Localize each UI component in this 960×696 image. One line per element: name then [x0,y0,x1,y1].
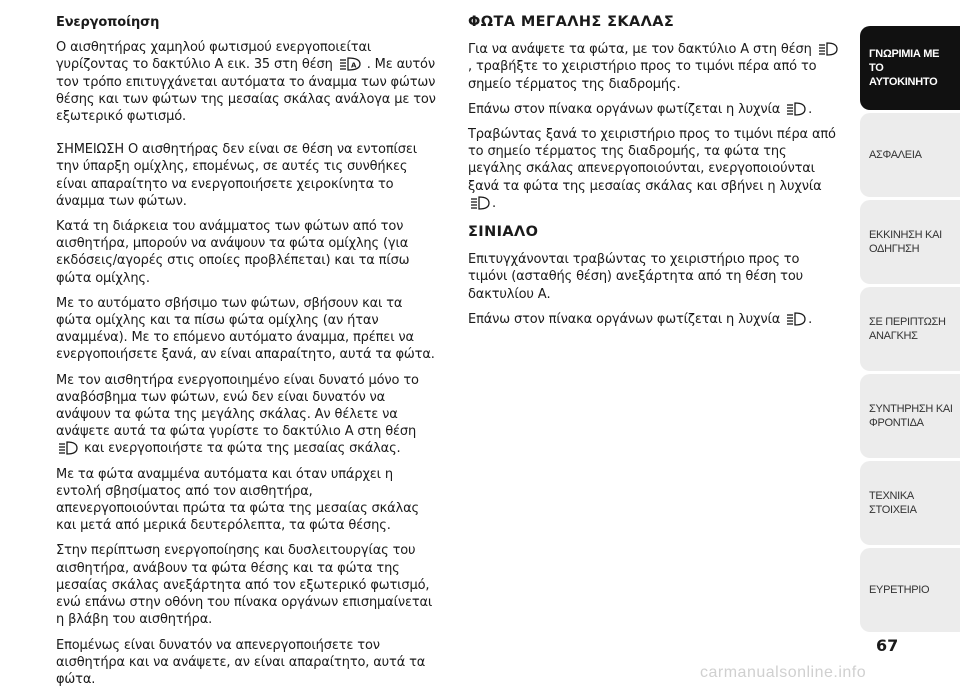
paragraph-flash [56,372,436,458]
headlight-beam-icon [786,102,806,116]
tab-label: ΕΚΚΙΝΗΣΗ ΚΑΙ ΟΔΗΓΗΣΗ [869,229,942,255]
tab-emergency[interactable] [860,287,960,371]
paragraph-auto-off: Με το αυτόματο σβήσιμο των φώτων, σβήσουν και τα φώτα ομίχλης και τα πίσω φώτα ομίχλης (αν ήταν αναμμένα). Με το επόμενο αυτόματο άναμμα, πρέπει να ενεργοποιήσετε ξανά, αν είναι απαραίτητο, αυτά τα φώτα. [56,295,435,363]
paragraph-signal: Επιτυγχάνονται τραβώντας το χειριστήριο προς το τιμόνι (ασταθής θέση) ανεξάρτητα από τη θέση του δακτυλίου Α. [468,252,804,302]
signal-heading: ΣΙΝΙΑΛΟ [468,224,539,241]
headlight-beam-icon [786,312,806,326]
text-segment: και ενεργοποιήστε τα φώτα της μεσαίας σκάλας. [83,441,401,457]
watermark: carmanualsonline.info [700,664,867,681]
paragraph-high-beam-on [468,41,840,93]
left-column [56,14,436,696]
high-beam-heading: ΦΩΤΑ ΜΕΓΑΛΗΣ ΣΚΑΛΑΣ [468,14,675,30]
tab-label: ΣΥΝΤΗΡΗΣΗ ΚΑΙ ΦΡΟΝΤΙΔΑ [869,403,953,429]
paragraph-note: ΣΗΜΕΙΩΣΗ Ο αισθητήρας δεν είναι σε θέση να εντοπίσει την ύπαρξη ομίχλης, επομένως, σε αυτές τις συνθήκες είναι απαραίτητο να ενεργοποιήσετε χειροκίνητα το άναμμα των φώτων. [56,142,417,209]
tab-starting-driving[interactable] [860,200,960,284]
paragraph-warning-lamp [468,101,840,118]
text-segment: . Με αυτόν τον τρόπο επιτυγχάνεται αυτόματα το άναμμα των φώτων θέσης και των φώτων της μεσαίας σκάλας ανάλογα με τον εξωτερικό φωτισμό. [56,57,436,125]
text-segment: , τραβήξτε το χειριστήριο προς το τιμόνι πέρα από το σημείο τέρματος της διαδρομής. [468,59,817,92]
text-segment: Επάνω στον πίνακα οργάνων φωτίζεται η λυχνία [468,101,781,117]
right-column [468,14,840,336]
tab-technical-data[interactable] [860,461,960,545]
text-segment: Με τον αισθητήρα ενεργοποιημένο είναι δυνατό μόνο το αναβόσβημα των φώτων, ενώ δεν είναι δυνατόν να ανάψουν τα φώτα της μεγάλης σκάλας. Αν θέλετε να ανάψετε αυτά τα φώτα γυρίστε το δακτύλιο Α στη θέση [56,372,419,440]
tab-maintenance[interactable] [860,374,960,458]
paragraph-malfunction: Στην περίπτωση ενεργοποίησης και δυσλειτουργίας του αισθητήρα, ανάβουν τα φώτα θέσης και τα φώτα της μεσαίας σκάλας ανεξάρτητα από τον εξωτερικό φωτισμό, ενώ επάνω στην οθόνη του πίνακα οργάνων επισημαίνεται η βλάβη του αισθητήρα. [56,543,433,628]
text-segment: Επάνω στον πίνακα οργάνων φωτίζεται η λυχνία [468,311,781,327]
headlight-beam-icon [470,196,490,210]
text-segment: . [808,311,813,327]
paragraph-deactivate: Επομένως είναι δυνατόν να απενεργοποιήσετε τον αισθητήρα και να ανάψετε, αν είναι απαραίτητο, αυτά τα φώτα. [56,637,426,687]
tab-label: ΣΕ ΠΕΡΙΠΤΩΣΗ ΑΝΑΓΚΗΣ [869,316,946,342]
headlight-beam-icon [818,42,838,56]
tab-label: ΕΥΡΕΤΗΡΙΟ [869,584,930,596]
text-segment: . [808,101,813,117]
text-segment: Τραβώντας ξανά το χειριστήριο προς το τιμόνι πέρα από το σημείο τέρματος της διαδρομής, τα φώτα της μεγάλης σκάλας απενεργοποιούνται, ενεργοποιούνται ξανά τα φώτα της μεσαίας σκάλας και σβήνει η λυχνία [468,127,836,194]
tab-safety[interactable] [860,113,960,197]
auto-headlight-icon [339,57,361,71]
tab-label: ΤΕΧΝΙΚΑ ΣΤΟΙΧΕΙΑ [869,490,917,516]
text-segment: Ο αισθητήρας χαμηλού φωτισμού ενεργοποιείται γυρίζοντας το δακτύλιο Α εικ. 35 στη θέση [56,40,372,73]
tab-index[interactable] [860,548,960,632]
page-number: 67 [876,636,899,655]
activation-heading: Ενεργοποίηση [56,15,160,30]
headlight-beam-icon [58,441,78,455]
tab-label: ΓΝΩΡΙΜΙΑ ΜΕ ΤΟ ΑΥΤΟΚΙΝΗΤΟ [869,48,940,88]
tab-label: ΑΣΦΑΛΕΙΑ [869,149,922,161]
paragraph-signal-lamp [468,311,840,328]
paragraph-high-beam-off [468,126,840,212]
paragraph-sensor-activation [56,39,436,125]
svg-text:A: A [350,61,356,70]
paragraph-sequence: Με τα φώτα αναμμένα αυτόματα και όταν υπάρχει η εντολή σβησίματος από τον αισθητήρα, απενεργοποιούνται πρώτα τα φώτα της μεσαίας σκάλας και μετά από μερικά δευτερόλεπτα, τα φώτα θέσης. [56,466,419,534]
text-segment: Για να ανάψετε τα φώτα, με τον δακτύλιο Α στη θέση [468,42,812,58]
text-segment: . [492,195,496,211]
paragraph-fog-lights: Κατά τη διάρκεια του ανάμματος των φώτων από τον αισθητήρα, μπορούν να ανάψουν τα φώτα ομίχλης (για εκδόσεις/αγορές στις οποίες προβλέπεται) και τα πίσω φώτα ομίχλης. [56,219,410,286]
tab-getting-to-know[interactable] [860,26,960,110]
